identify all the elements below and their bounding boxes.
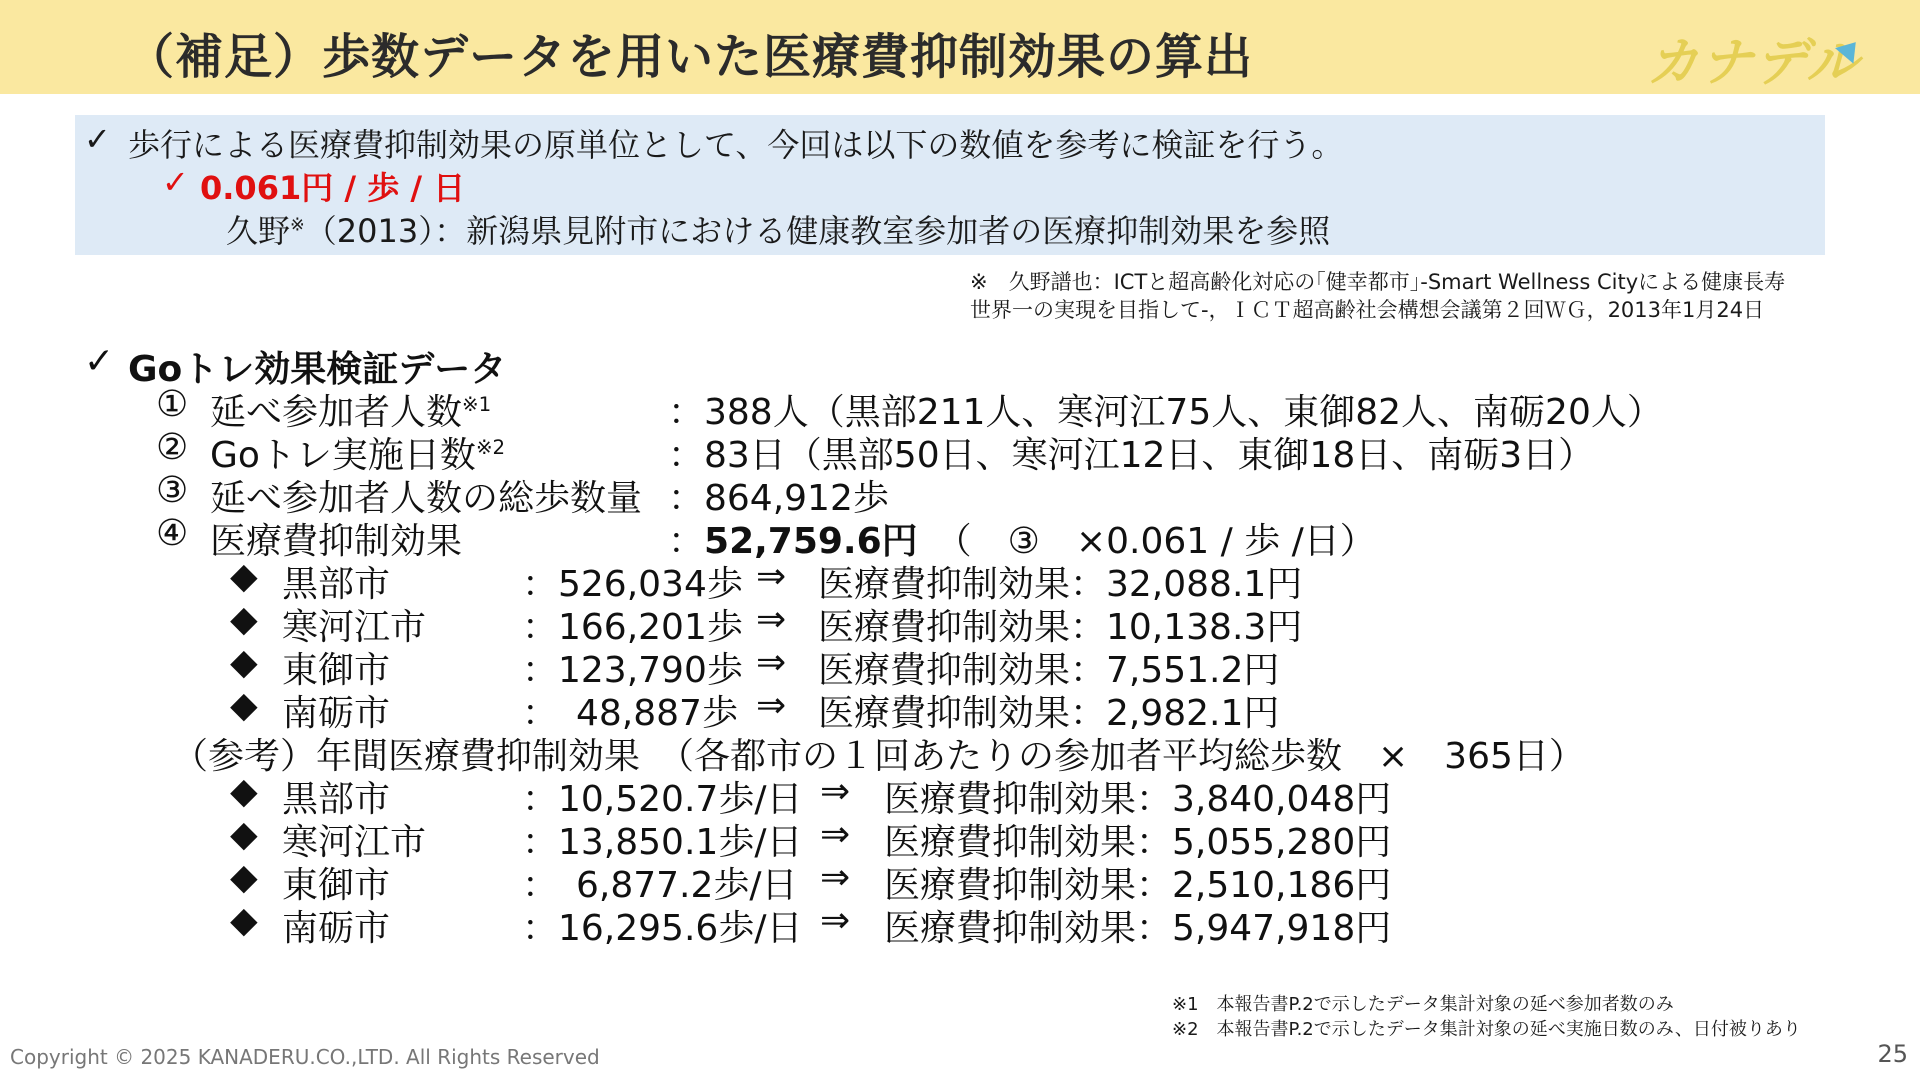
intro-text: 歩行による医療費抑制効果の原単位として、今回は以下の数値を参考に検証を行う。 [128,126,1344,164]
bullet-icon: ◆ [230,771,258,812]
total-effect: 52,759.6円 [704,521,918,562]
copyright: Copyright © 2025 KANADERU.CO.,LTD. All Rights Reserved [10,1045,600,1069]
city-effect: 医療費抑制効果：10,138.3円 [818,607,1303,648]
city-name: 寒河江市 [282,607,427,648]
city-effect: 医療費抑制効果：7,551.2円 [818,650,1280,691]
annual-steps: ：16,295.6歩/日 [522,908,803,949]
city-name: 南砺市 [282,693,391,734]
item-label: 延べ参加者人数$^{※1}$ [210,392,492,433]
city-steps: ：166,201歩 [522,607,743,648]
bullet-icon: ◆ [230,900,258,941]
arrow-icon: ⇒ [820,771,851,812]
city-name: 南砺市 [282,908,391,949]
check-icon: ✓ [84,120,111,158]
arrow-icon: ⇒ [756,556,787,597]
footnote-2: ※2 本報告書P.2で示したデータ集計対象の延べ実施日数のみ、日付被りあり [1172,1019,1801,1040]
city-name: 東御市 [282,865,391,906]
city-steps: ： 48,887歩 [522,693,738,734]
city-effect: 医療費抑制効果：32,088.1円 [818,564,1303,605]
city-name: 寒河江市 [282,822,427,863]
arrow-icon: ⇒ [756,599,787,640]
annual-effect: 医療費抑制効果：5,055,280円 [884,822,1392,863]
annual-steps: ：10,520.7歩/日 [522,779,803,820]
arrow-icon: ⇒ [756,685,787,726]
check-icon: ✓ [84,341,115,382]
arrow-icon: ⇒ [820,857,851,898]
page-title: （補足）歩数データを用いた医療費抑制効果の算出 [126,29,1254,85]
arrow-icon: ⇒ [820,900,851,941]
unit-value: 0.061円 / 歩 / 日 [200,169,466,207]
bullet-icon: ◆ [230,599,258,640]
section-heading: Goトレ効果検証データ [128,349,507,390]
city-name: 黒部市 [282,779,391,820]
reference-line-2: 世界一の実現を目指して-，ＩＣＴ超高齢社会構想会議第２回ＷＧ，2013年1月24日 [970,298,1765,322]
source-text: （2013）：新潟県見附市における健康教室参加者の医療抑制効果を参照 [304,212,1331,250]
city-steps: ：526,034歩 [522,564,743,605]
city-name: 東御市 [282,650,391,691]
item-note: ※2 [475,436,506,459]
bullet-icon: ◆ [230,685,258,726]
annual-effect: 医療費抑制効果：2,510,186円 [884,865,1392,906]
item-number: ② [156,427,189,468]
reference-line-1: ※ 久野譜也：ICTと超高齢化対応の｢健幸都市｣-Smart Wellness Cityによる健康長寿 [970,270,1786,294]
bullet-icon: ◆ [230,642,258,683]
annual-steps: ：13,850.1歩/日 [522,822,803,863]
item-label: 延べ参加者人数の総歩数量 [210,478,643,519]
source-author: 久野 [226,212,291,250]
bullet-icon: ◆ [230,556,258,597]
page-number: 25 [1877,1040,1908,1068]
footnote-1: ※1 本報告書P.2で示したデータ集計対象の延べ参加者数のみ [1172,994,1674,1015]
city-effect: 医療費抑制効果：2,982.1円 [818,693,1280,734]
arrow-icon: ⇒ [820,814,851,855]
annual-effect: 医療費抑制効果：5,947,918円 [884,908,1392,949]
item-value: ：83日（黒部50日、寒河江12日、東御18日、南砺3日） [668,435,1595,476]
source-note-mark: ※ [290,215,305,236]
brand-logo: カナデル [1646,33,1860,93]
item-value: ：864,912歩 [668,478,889,519]
item-number: ④ [156,513,189,554]
city-steps: ：123,790歩 [522,650,743,691]
item-number: ③ [156,470,189,511]
annual-effect: 医療費抑制効果：3,840,048円 [884,779,1392,820]
bullet-icon: ◆ [230,814,258,855]
annual-heading: （参考）年間医療費抑制効果 （各都市の１回あたりの参加者平均総歩数 × 365日） [172,736,1585,777]
item-value: ：388人（黒部211人、寒河江75人、東御82人、南砺20人） [668,392,1663,433]
source-line [226,206,1330,252]
bullet-icon: ◆ [230,857,258,898]
annual-steps: ： 6,877.2歩/日 [522,865,798,906]
item-label: 医療費抑制効果 [210,521,463,562]
item-label: Goトレ実施日数$^{※2}$ [210,435,506,476]
item-note: ※1 [462,393,492,416]
city-name: 黒部市 [282,564,391,605]
item-value: ：52,759.6円 （ ③ ×0.061 / 歩 /日） [668,521,1376,562]
item-number: ① [156,384,189,425]
arrow-icon: ⇒ [756,642,787,683]
check-icon: ✓ [162,163,189,201]
